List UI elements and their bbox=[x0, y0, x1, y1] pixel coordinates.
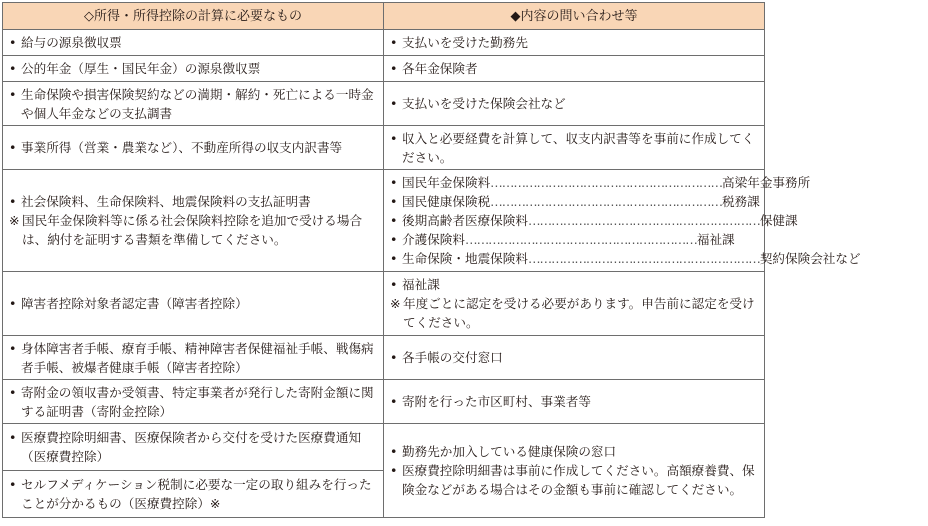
row-left-text: 寄附金の領収書か受領書、特定事業者が発行した寄附金額に関する証明書（寄附金控除） bbox=[21, 384, 374, 419]
row-left-text: セルフメディケーション税制に必要な一定の取り組みを行ったことが分かるもの（医療費控除）※ bbox=[21, 477, 372, 511]
table-row bbox=[3, 170, 765, 272]
row-left-text: 公的年金（厚生・国民年金）の源泉徴収票 bbox=[21, 61, 261, 76]
row-right-text: 医療費控除明細書は事前に作成してください。高額療養費、保険金などがある場合はその金額も事前に確認してください。 bbox=[402, 463, 755, 497]
contact-label: 国民年金保険料 bbox=[402, 175, 491, 190]
row-right-cell bbox=[384, 424, 765, 518]
row-right-cell bbox=[384, 30, 765, 56]
table-row bbox=[3, 424, 765, 518]
row-right-cell bbox=[384, 56, 765, 82]
contact-value: 高梁年金事務所 bbox=[722, 175, 811, 190]
table-row bbox=[3, 336, 765, 380]
bullet: • bbox=[390, 61, 398, 76]
row-left-cell bbox=[3, 30, 384, 56]
note-mark: ※ bbox=[390, 296, 401, 311]
bullet: • bbox=[390, 277, 398, 292]
row-left-text: 生命保険や損害保険契約などの満期・解約・死亡による一時金や個人年金などの支払調書 bbox=[21, 86, 374, 121]
row-right-cell bbox=[384, 380, 765, 424]
contact-label: 介護保険料 bbox=[402, 232, 465, 247]
bullet: • bbox=[390, 175, 398, 190]
leader-dots: …………………………………………………… bbox=[527, 251, 760, 266]
row-right-text: 収入と必要経費を計算して、収支内訳書等を事前に作成してください。 bbox=[402, 130, 755, 165]
contact-value: 保健課 bbox=[759, 213, 798, 228]
bullet: • bbox=[390, 35, 398, 50]
row-left-cell bbox=[3, 126, 384, 170]
bullet: • bbox=[9, 194, 17, 209]
table-row bbox=[3, 380, 765, 424]
bullet: • bbox=[9, 430, 17, 445]
bullet: • bbox=[390, 251, 398, 266]
leader-dots: …………………………………………………… bbox=[464, 232, 697, 247]
bullet: • bbox=[390, 232, 398, 247]
contact-label: 生命保険・地震保険料 bbox=[402, 251, 528, 266]
row-right-text: 寄附を行った市区町村、事業者等 bbox=[402, 394, 591, 409]
leader-dots: …………………………………………………… bbox=[490, 175, 723, 190]
contact-list-item bbox=[390, 230, 758, 249]
bullet: • bbox=[390, 394, 398, 409]
table-row bbox=[3, 82, 765, 126]
row-right-text: 勤務先か加入している健康保険の窓口 bbox=[402, 444, 617, 459]
row-left-text: 事業所得（営業・農業など）、不動産所得の収支内訳書等 bbox=[21, 140, 343, 155]
row-left-cell bbox=[3, 272, 384, 336]
table-header-row bbox=[3, 3, 765, 30]
row-left-cell bbox=[3, 380, 384, 424]
bullet: • bbox=[9, 61, 17, 76]
bullet: • bbox=[9, 384, 17, 400]
row-right-note: 年度ごとに認定を受ける必要があります。申告前に認定を受けてください。 bbox=[403, 296, 755, 330]
row-right-text: 支払いを受けた勤務先 bbox=[402, 35, 528, 50]
row-right-text: 各年金保険者 bbox=[402, 61, 478, 76]
contact-label: 後期高齢者医療保険料 bbox=[402, 213, 528, 228]
left-subcell-a bbox=[3, 424, 383, 470]
row-right-text: 支払いを受けた保険会社など bbox=[402, 96, 566, 111]
row-left-cell bbox=[3, 170, 384, 272]
bullet: • bbox=[390, 463, 398, 478]
note-mark: ※ bbox=[9, 213, 20, 228]
bullet: • bbox=[9, 296, 17, 311]
row-right-cell bbox=[384, 336, 765, 380]
contact-list-item bbox=[390, 211, 798, 230]
header-right-text: ◆内容の問い合わせ等 bbox=[510, 9, 638, 24]
bullet: • bbox=[9, 35, 17, 50]
table-row bbox=[3, 30, 765, 56]
row-left-cell bbox=[3, 336, 384, 380]
table-row bbox=[3, 272, 765, 336]
row-right-cell bbox=[384, 170, 861, 272]
inquiry-table bbox=[2, 2, 861, 518]
row-left-cell bbox=[3, 424, 384, 518]
header-left-text: ◇所得・所得控除の計算に必要なもの bbox=[84, 9, 302, 24]
row-right-cell bbox=[384, 82, 765, 126]
contact-value: 福祉課 bbox=[696, 232, 735, 247]
contact-list-item bbox=[390, 173, 811, 192]
row-left-cell bbox=[3, 82, 384, 126]
left-subcell-b bbox=[3, 470, 383, 517]
row-right-cell bbox=[384, 126, 765, 170]
bullet: • bbox=[390, 350, 398, 365]
leader-dots: …………………………………………………… bbox=[527, 213, 760, 228]
bullet: • bbox=[390, 130, 398, 146]
row-left-text: 医療費控除明細書、医療保険者から交付を受けた医療費通知（医療費控除） bbox=[21, 430, 362, 464]
bullet: • bbox=[9, 340, 17, 356]
table-row bbox=[3, 56, 765, 82]
row-left-text: 身体障害者手帳、療育手帳、精神障害者保健福祉手帳、戦傷病者手帳、被爆者健康手帳（障害者控除） bbox=[21, 340, 374, 375]
bullet: • bbox=[390, 213, 398, 228]
contact-value: 税務課 bbox=[722, 194, 760, 209]
bullet: • bbox=[390, 444, 398, 459]
row-left-text: 障害者控除対象者認定書（障害者控除） bbox=[21, 296, 248, 311]
bullet: • bbox=[9, 140, 17, 155]
contact-value: 契約保険会社など bbox=[759, 251, 861, 266]
row-right-text: 福祉課 bbox=[402, 277, 440, 292]
contact-label: 国民健康保険税 bbox=[402, 194, 491, 209]
row-left-note: 国民年金保険料等に係る社会保険料控除を追加で受ける場合は、納付を証明する書類を準備してください。 bbox=[22, 213, 363, 247]
row-left-text: 給与の源泉徴収票 bbox=[21, 35, 122, 50]
row-left-cell bbox=[3, 56, 384, 82]
header-left bbox=[3, 3, 384, 30]
contact-list-item bbox=[390, 249, 861, 268]
contact-list-item bbox=[390, 192, 758, 211]
table-row bbox=[3, 126, 765, 170]
bullet: • bbox=[390, 194, 398, 209]
row-right-text: 各手帳の交付窓口 bbox=[402, 350, 503, 365]
bullet: • bbox=[9, 86, 17, 102]
row-left-text: 社会保険料、生命保険料、地震保険料の支払証明書 bbox=[21, 194, 311, 209]
bullet: • bbox=[390, 96, 398, 111]
bullet: • bbox=[9, 477, 17, 492]
header-right bbox=[384, 3, 765, 30]
leader-dots: …………………………………………………… bbox=[490, 194, 723, 209]
row-right-cell bbox=[384, 272, 765, 336]
